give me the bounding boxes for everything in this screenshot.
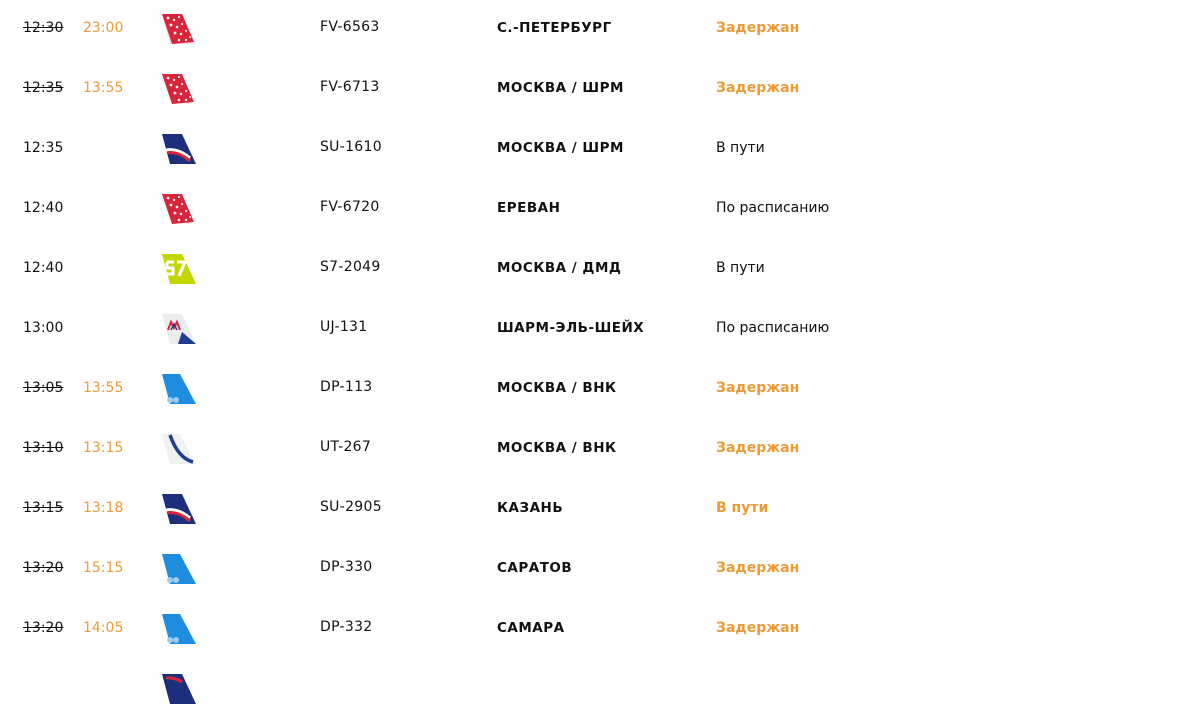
status-label: По расписанию — [716, 320, 830, 336]
table-row[interactable] — [0, 120, 1200, 180]
table-row[interactable] — [0, 360, 1200, 420]
estimated-time: 13:15 — [83, 440, 124, 456]
table-row[interactable] — [0, 0, 1200, 60]
table-row[interactable] — [0, 540, 1200, 600]
status-label: Задержан — [716, 560, 800, 576]
destination: МОСКВА / ВНК — [497, 380, 617, 396]
pobeda-tail-icon — [160, 612, 196, 646]
destination: МОСКВА / ШРМ — [497, 80, 624, 96]
destination: С.-ПЕТЕРБУРГ — [497, 20, 612, 36]
mm-tail-icon — [160, 312, 196, 346]
scheduled-time: 12:30 — [23, 20, 64, 36]
flight-number: DP-332 — [320, 619, 373, 635]
scheduled-time: 13:05 — [23, 380, 64, 396]
estimated-time: 23:00 — [83, 20, 124, 36]
status-label: В пути — [716, 500, 769, 516]
status-label: По расписанию — [716, 200, 830, 216]
flight-number: FV-6563 — [320, 19, 380, 35]
status-label: В пути — [716, 260, 765, 276]
flight-number: FV-6720 — [320, 199, 380, 215]
scheduled-time: 13:15 — [23, 500, 64, 516]
estimated-time: 14:05 — [83, 620, 124, 636]
flight-number: FV-6713 — [320, 79, 380, 95]
destination: МОСКВА / ВНК — [497, 440, 617, 456]
flight-number: DP-113 — [320, 379, 373, 395]
estimated-time: 13:18 — [83, 500, 124, 516]
destination: САРАТОВ — [497, 560, 573, 576]
pobeda-tail-icon — [160, 372, 196, 406]
flight-number: SU-2905 — [320, 499, 382, 515]
table-row[interactable] — [0, 300, 1200, 360]
destination: КАЗАНЬ — [497, 500, 564, 516]
flight-number: UJ-131 — [320, 319, 368, 335]
scheduled-time: 12:35 — [23, 140, 64, 156]
destination: ШАРМ-ЭЛЬ-ШЕЙХ — [497, 320, 645, 336]
scheduled-time: 13:00 — [23, 320, 64, 336]
flight-number: UT-267 — [320, 439, 372, 455]
scheduled-time: 13:10 — [23, 440, 64, 456]
table-row[interactable] — [0, 600, 1200, 660]
scheduled-time: 12:35 — [23, 80, 64, 96]
table-row[interactable] — [0, 60, 1200, 120]
table-row[interactable] — [0, 420, 1200, 480]
pobeda-tail-icon — [160, 552, 196, 586]
aeroflot-tail-icon — [160, 672, 196, 706]
scheduled-time: 13:20 — [23, 560, 64, 576]
estimated-time: 15:15 — [83, 560, 124, 576]
flight-number: DP-330 — [320, 559, 373, 575]
scheduled-time: 12:40 — [23, 200, 64, 216]
destination: САМАРА — [497, 620, 565, 636]
estimated-time: 13:55 — [83, 380, 124, 396]
table-row[interactable] — [0, 240, 1200, 300]
red-dots-tail-icon — [160, 12, 196, 46]
table-row[interactable] — [0, 180, 1200, 240]
table-row[interactable] — [0, 660, 1200, 720]
red-dots-tail-icon — [160, 192, 196, 226]
status-label: Задержан — [716, 440, 800, 456]
red-dots-tail-icon — [160, 72, 196, 106]
flight-number: S7-2049 — [320, 259, 381, 275]
estimated-time: 13:55 — [83, 80, 124, 96]
status-label: Задержан — [716, 20, 800, 36]
scheduled-time: 13:20 — [23, 620, 64, 636]
destination: ЕРЕВАН — [497, 200, 561, 216]
table-row[interactable] — [0, 480, 1200, 540]
status-label: В пути — [716, 140, 765, 156]
destination: МОСКВА / ДМД — [497, 260, 622, 276]
status-label: Задержан — [716, 620, 800, 636]
s7-tail-icon — [160, 252, 196, 286]
aeroflot-tail-icon — [160, 492, 196, 526]
destination: МОСКВА / ШРМ — [497, 140, 624, 156]
scheduled-time: 12:40 — [23, 260, 64, 276]
status-label: Задержан — [716, 80, 800, 96]
status-label: Задержан — [716, 380, 800, 396]
aeroflot-tail-icon — [160, 132, 196, 166]
flight-number: SU-1610 — [320, 139, 382, 155]
utair-tail-icon — [160, 432, 196, 466]
